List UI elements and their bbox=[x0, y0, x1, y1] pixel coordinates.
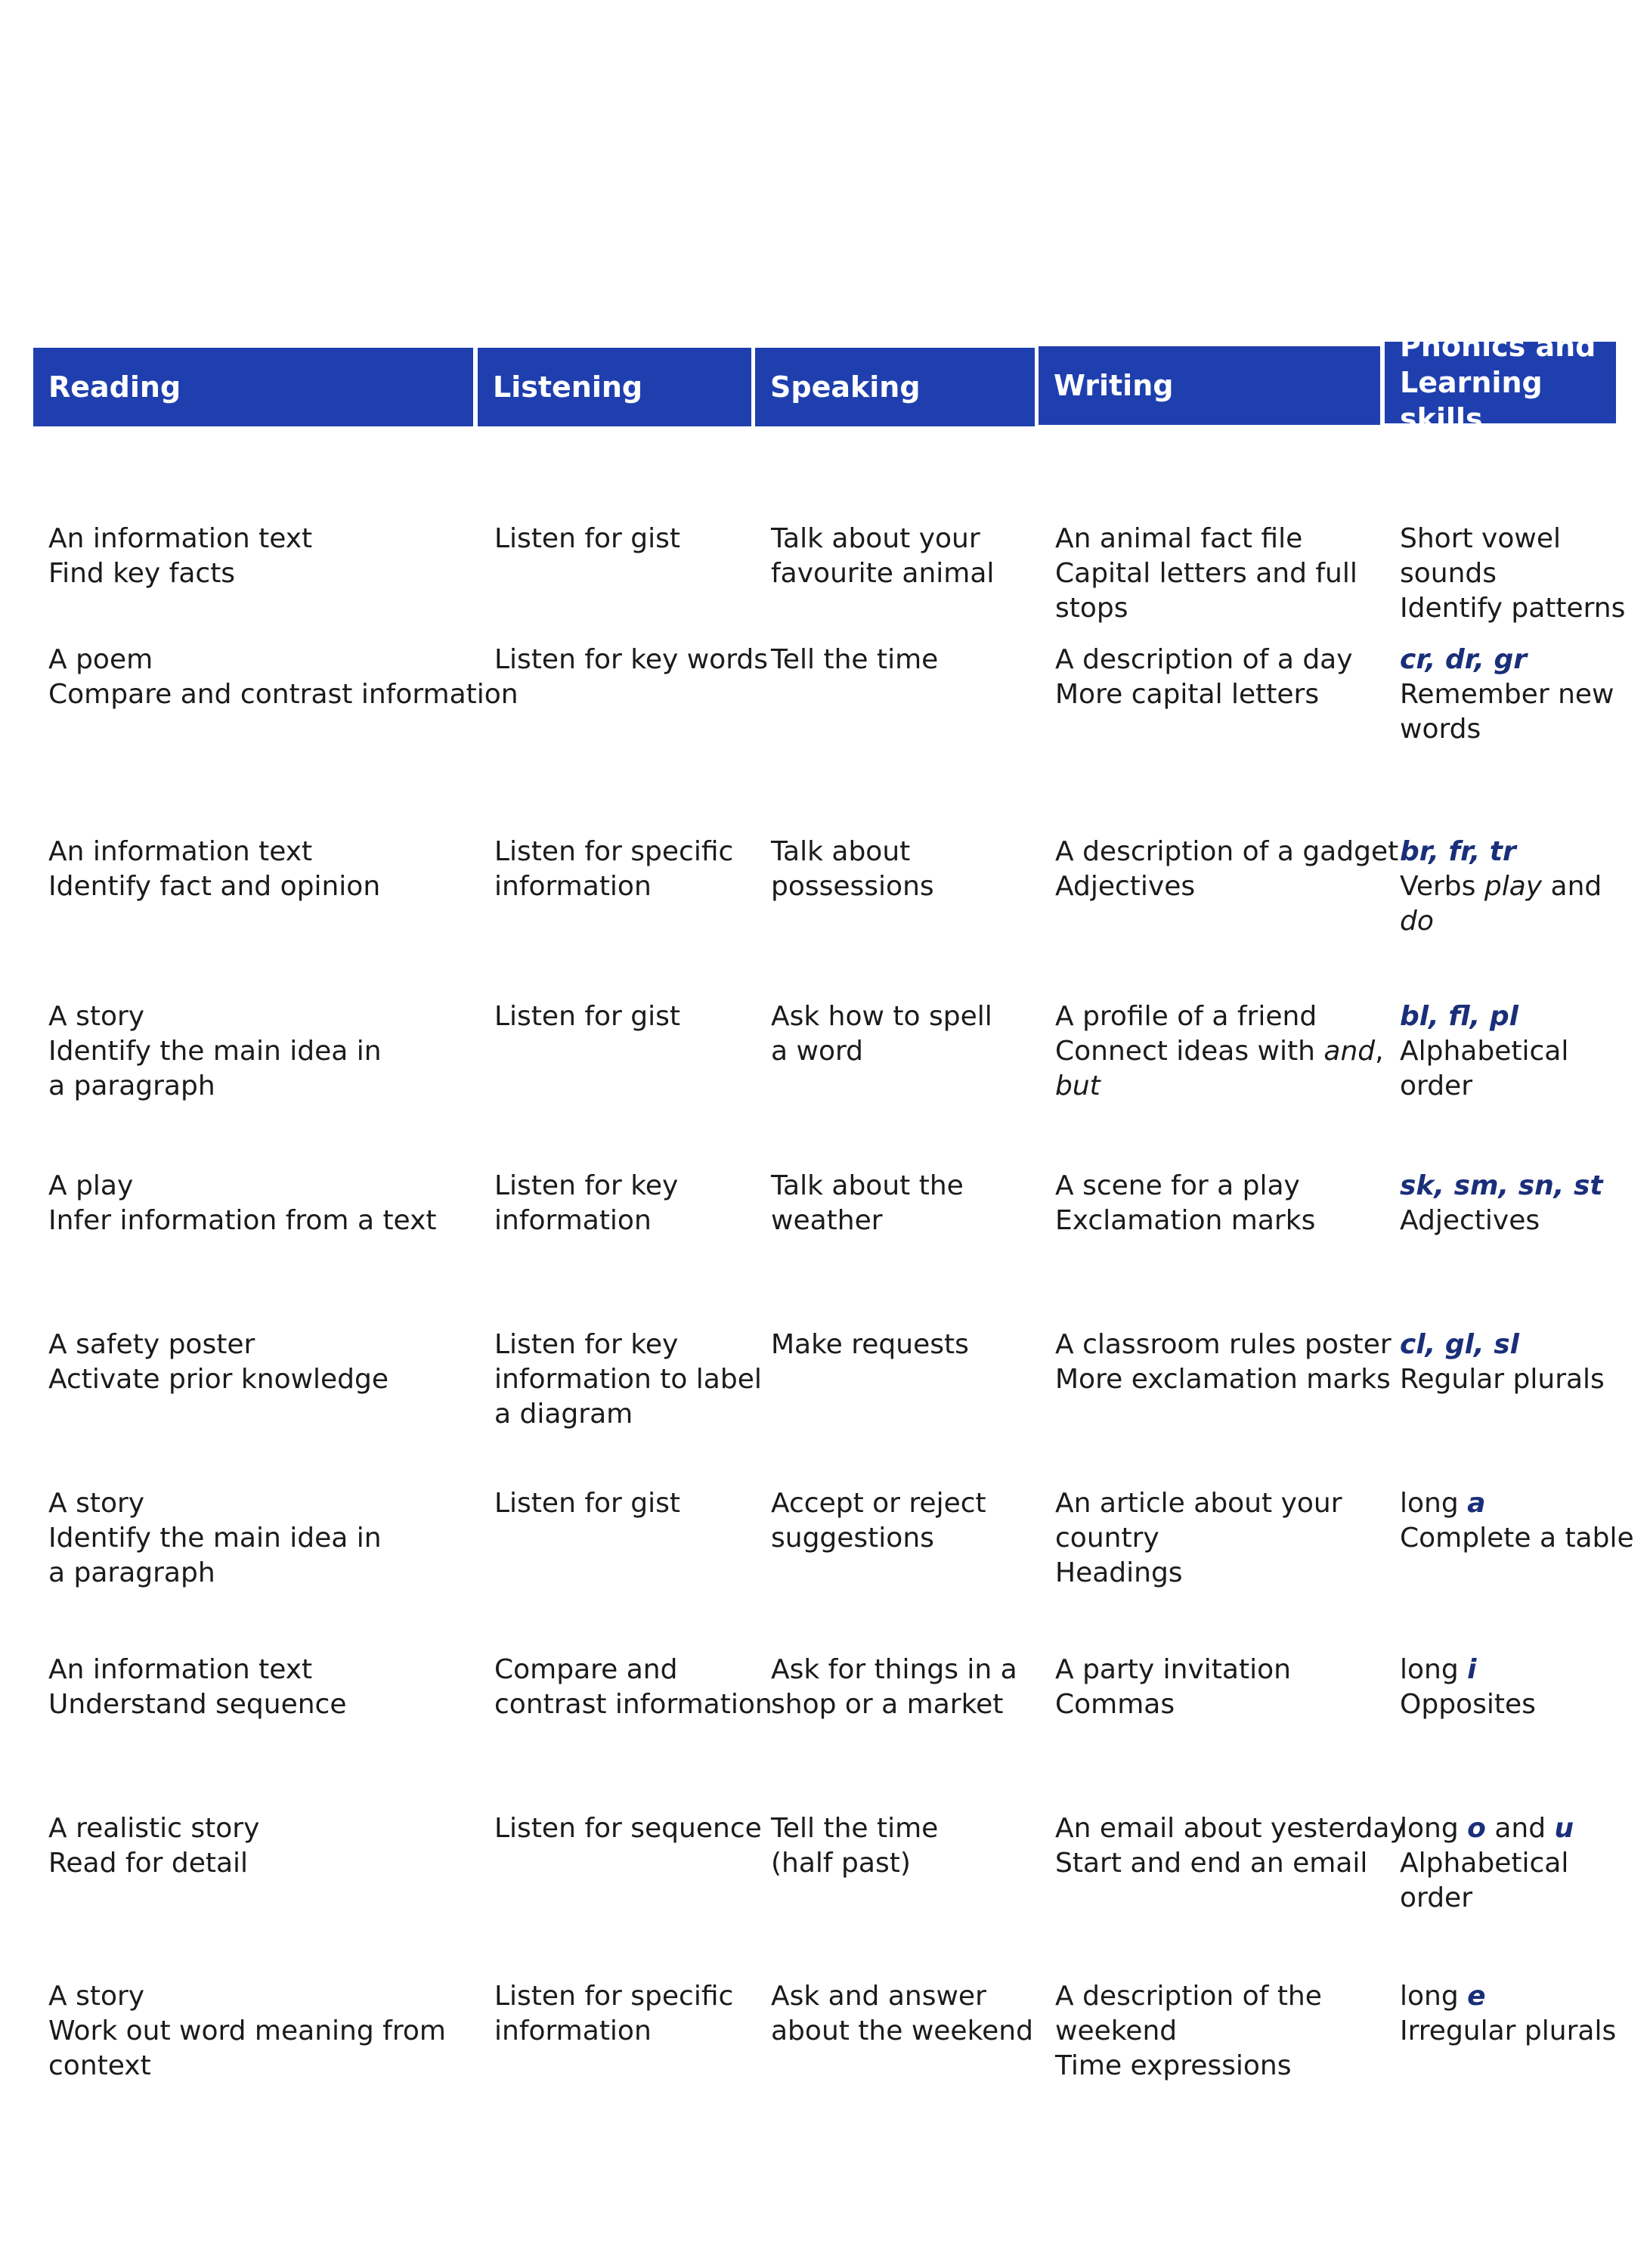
cell-line: Infer information from a text bbox=[48, 1205, 437, 1236]
cell-listening bbox=[494, 1169, 678, 1238]
cell-line: A profile of a friend bbox=[1055, 1001, 1317, 1032]
cell-writing bbox=[1055, 1486, 1342, 1591]
cell-line: Tell the time bbox=[771, 644, 939, 675]
cell-line: Capital letters and full bbox=[1055, 558, 1357, 589]
cell-phonics bbox=[1400, 999, 1568, 1104]
cell-line: Opposites bbox=[1400, 1689, 1536, 1720]
cell-line: A story bbox=[48, 1001, 145, 1032]
cell-line: An information text bbox=[48, 1654, 313, 1685]
cell-phonics bbox=[1400, 643, 1614, 747]
cell-line: contrast information bbox=[494, 1689, 772, 1720]
cell-line: Commas bbox=[1055, 1689, 1175, 1720]
cell-line: Identify patterns bbox=[1400, 593, 1626, 624]
cell-line: Listen for gist bbox=[494, 1001, 681, 1032]
cell-listening bbox=[494, 1328, 762, 1432]
cell-line: A safety poster bbox=[48, 1329, 255, 1360]
cell-writing bbox=[1055, 1811, 1406, 1881]
cell-listening bbox=[494, 835, 733, 904]
cell-writing bbox=[1055, 1653, 1291, 1722]
cell-reading bbox=[48, 1811, 259, 1881]
cell-speaking bbox=[771, 522, 994, 591]
cell-writing bbox=[1055, 1328, 1392, 1397]
header-label: Listening bbox=[493, 370, 643, 404]
cell-line: order bbox=[1400, 1882, 1472, 1913]
cell-line: Listen for specific bbox=[494, 836, 734, 867]
cell-line: Listen for key bbox=[494, 1329, 679, 1360]
cell-reading bbox=[48, 1486, 382, 1591]
cell-line: information bbox=[494, 871, 652, 902]
cell-line: Accept or reject bbox=[771, 1488, 986, 1519]
cell-line: br, fr, tr bbox=[1400, 836, 1516, 867]
cell-listening bbox=[494, 522, 680, 556]
cell-line: More capital letters bbox=[1055, 679, 1320, 710]
cell-reading bbox=[48, 643, 519, 712]
cell-line: A play bbox=[48, 1170, 134, 1201]
cell-line: A realistic story bbox=[48, 1813, 260, 1844]
cell-reading bbox=[48, 522, 312, 591]
cell-line: about the weekend bbox=[771, 2015, 1033, 2046]
cell-line: Adjectives bbox=[1055, 871, 1196, 902]
header-reading bbox=[33, 348, 473, 426]
cell-line: Verbs play and bbox=[1400, 871, 1602, 902]
cell-speaking bbox=[771, 1486, 986, 1556]
cell-line: favourite animal bbox=[771, 558, 995, 589]
cell-line: Identify the main idea in bbox=[48, 1036, 382, 1067]
cell-speaking bbox=[771, 835, 934, 904]
cell-line: weekend bbox=[1055, 2015, 1178, 2046]
cell-line: country bbox=[1055, 1523, 1159, 1554]
cell-line: Listen for sequence bbox=[494, 1813, 762, 1844]
cell-line: long e bbox=[1400, 1981, 1486, 2012]
cell-line: order bbox=[1400, 1070, 1472, 1101]
cell-speaking bbox=[771, 1811, 938, 1881]
cell-reading bbox=[48, 1328, 389, 1397]
cell-line: Activate prior knowledge bbox=[48, 1364, 389, 1395]
cell-line: An information text bbox=[48, 523, 313, 554]
cell-line: Irregular plurals bbox=[1400, 2015, 1617, 2046]
cell-reading bbox=[48, 1653, 347, 1722]
cell-speaking bbox=[771, 643, 938, 677]
cell-line: A poem bbox=[48, 644, 153, 675]
cell-line: Listen for specific bbox=[494, 1981, 734, 2012]
cell-reading bbox=[48, 1979, 446, 2084]
header-listening bbox=[478, 348, 751, 426]
cell-phonics bbox=[1400, 1328, 1605, 1397]
cell-line: Listen for key words bbox=[494, 644, 768, 675]
cell-speaking bbox=[771, 1979, 1033, 2049]
cell-line: information to label bbox=[494, 1364, 762, 1395]
cell-line: Make requests bbox=[771, 1329, 969, 1360]
cell-line: Start and end an email bbox=[1055, 1848, 1368, 1879]
cell-line: Find key facts bbox=[48, 558, 236, 589]
cell-line: Short vowel bbox=[1400, 523, 1561, 554]
cell-line: An information text bbox=[48, 836, 313, 867]
header-label: Speaking bbox=[770, 370, 921, 404]
cell-line: Read for detail bbox=[48, 1848, 249, 1879]
cell-line: cl, gl, sl bbox=[1400, 1329, 1519, 1360]
cell-writing bbox=[1055, 1979, 1322, 2084]
cell-line: weather bbox=[771, 1205, 883, 1236]
cell-line: Adjectives bbox=[1400, 1205, 1540, 1236]
cell-line: A description of a gadget bbox=[1055, 836, 1399, 867]
cell-line: A scene for a play bbox=[1055, 1170, 1300, 1201]
cell-phonics bbox=[1400, 1979, 1616, 2049]
cell-line: information bbox=[494, 2015, 652, 2046]
header-label: Writing bbox=[1054, 369, 1174, 402]
header-speaking bbox=[755, 348, 1035, 426]
cell-line: a diagram bbox=[494, 1399, 633, 1430]
cell-listening bbox=[494, 999, 680, 1034]
cell-line: A story bbox=[48, 1488, 145, 1519]
cell-speaking bbox=[771, 1169, 964, 1238]
cell-reading bbox=[48, 999, 382, 1104]
cell-line: a word bbox=[771, 1036, 863, 1067]
header-label: Reading bbox=[48, 370, 181, 404]
cell-phonics bbox=[1400, 835, 1602, 939]
cell-line: long o and u bbox=[1400, 1813, 1574, 1844]
header-label-line1: Phonics and bbox=[1400, 330, 1596, 363]
cell-writing bbox=[1055, 522, 1357, 626]
cell-speaking bbox=[771, 999, 992, 1069]
cell-line: A classroom rules poster bbox=[1055, 1329, 1392, 1360]
cell-line: Identify fact and opinion bbox=[48, 871, 381, 902]
cell-line: shop or a market bbox=[771, 1689, 1004, 1720]
cell-line: bl, fl, pl bbox=[1400, 1001, 1518, 1032]
cell-line: A description of the bbox=[1055, 1981, 1322, 2012]
cell-phonics bbox=[1400, 1653, 1536, 1722]
cell-line: An email about yesterday bbox=[1055, 1813, 1406, 1844]
cell-line: Headings bbox=[1055, 1557, 1183, 1588]
cell-line: Ask for things in a bbox=[771, 1654, 1017, 1685]
cell-listening bbox=[494, 1486, 680, 1521]
cell-line: Time expressions bbox=[1055, 2050, 1292, 2081]
cell-line: Exclamation marks bbox=[1055, 1205, 1316, 1236]
cell-line: More exclamation marks bbox=[1055, 1364, 1391, 1395]
cell-line: (half past) bbox=[771, 1848, 911, 1879]
cell-line: long a bbox=[1400, 1488, 1486, 1519]
cell-phonics bbox=[1400, 1811, 1574, 1916]
cell-line: A description of a day bbox=[1055, 644, 1353, 675]
cell-speaking bbox=[771, 1328, 969, 1362]
cell-line: A story bbox=[48, 1981, 145, 2012]
cell-line: cr, dr, gr bbox=[1400, 644, 1527, 675]
cell-line: do bbox=[1400, 906, 1434, 937]
cell-line: sounds bbox=[1400, 558, 1497, 589]
cell-reading bbox=[48, 835, 380, 904]
cell-line: Listen for key bbox=[494, 1170, 679, 1201]
cell-reading bbox=[48, 1169, 437, 1238]
cell-line: Talk about your bbox=[771, 523, 980, 554]
cell-line: Remember new bbox=[1400, 679, 1614, 710]
cell-line: A party invitation bbox=[1055, 1654, 1291, 1685]
cell-line: suggestions bbox=[771, 1523, 934, 1554]
cell-writing bbox=[1055, 1169, 1315, 1238]
cell-phonics bbox=[1400, 1486, 1634, 1556]
cell-phonics bbox=[1400, 1169, 1603, 1238]
header-phonics bbox=[1385, 330, 1616, 435]
cell-line: An article about your bbox=[1055, 1488, 1342, 1519]
cell-line: Alphabetical bbox=[1400, 1036, 1569, 1067]
cell-listening bbox=[494, 1653, 772, 1722]
cell-line: information bbox=[494, 1205, 652, 1236]
cell-line: a paragraph bbox=[48, 1557, 215, 1588]
cell-line: An animal fact file bbox=[1055, 523, 1303, 554]
cell-speaking bbox=[771, 1653, 1017, 1722]
cell-phonics bbox=[1400, 522, 1625, 626]
cell-line: stops bbox=[1055, 593, 1128, 624]
cell-listening bbox=[494, 1811, 762, 1846]
cell-line: sk, sm, sn, st bbox=[1400, 1170, 1603, 1201]
cell-line: Ask and answer bbox=[771, 1981, 986, 2012]
cell-line: a paragraph bbox=[48, 1070, 215, 1101]
cell-line: Listen for gist bbox=[494, 523, 681, 554]
cell-line: Complete a table bbox=[1400, 1523, 1634, 1554]
cell-line: words bbox=[1400, 714, 1481, 745]
cell-writing bbox=[1055, 643, 1353, 712]
cell-line: long i bbox=[1400, 1654, 1477, 1685]
cell-line: Connect ideas with and, bbox=[1055, 1036, 1384, 1067]
cell-line: context bbox=[48, 2050, 151, 2081]
cell-listening bbox=[494, 1979, 733, 2049]
cell-line: Listen for gist bbox=[494, 1488, 681, 1519]
cell-line: Talk about the bbox=[771, 1170, 964, 1201]
cell-line: possessions bbox=[771, 871, 934, 902]
cell-line: Understand sequence bbox=[48, 1689, 347, 1720]
cell-writing bbox=[1055, 835, 1398, 904]
cell-writing bbox=[1055, 999, 1384, 1104]
cell-line: Identify the main idea in bbox=[48, 1523, 382, 1554]
cell-listening bbox=[494, 643, 768, 677]
cell-line: Alphabetical bbox=[1400, 1848, 1569, 1879]
cell-line: Talk about bbox=[771, 836, 911, 867]
cell-line: Ask how to spell bbox=[771, 1001, 992, 1032]
header-label-line2: Learning skills bbox=[1400, 366, 1543, 435]
cell-line: Regular plurals bbox=[1400, 1364, 1605, 1395]
cell-line: Work out word meaning from bbox=[48, 2015, 446, 2046]
cell-line: Compare and contrast information bbox=[48, 679, 519, 710]
cell-line: Compare and bbox=[494, 1654, 678, 1685]
cell-line: but bbox=[1055, 1070, 1101, 1101]
cell-line: Tell the time bbox=[771, 1813, 939, 1844]
header-writing bbox=[1039, 346, 1380, 425]
